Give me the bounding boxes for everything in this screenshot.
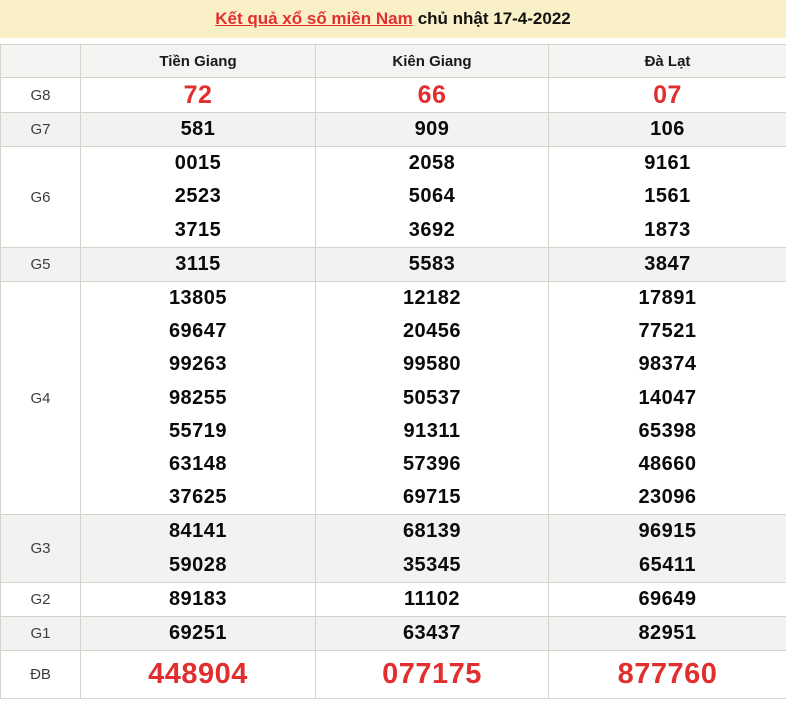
prize-number: 63437 — [402, 622, 462, 645]
prize-cell — [549, 515, 786, 582]
prize-label: G6 — [1, 147, 81, 248]
prize-number: 48660 — [638, 453, 697, 476]
prize-number: 35345 — [402, 553, 462, 576]
prize-number: 12182 — [402, 287, 462, 310]
prize-label: G7 — [1, 113, 81, 147]
prize-cell — [81, 282, 316, 515]
prize-number: 0015 — [174, 152, 222, 175]
prize-number: 3115 — [175, 252, 221, 275]
prize-cell — [549, 651, 786, 699]
prize-row — [1, 582, 786, 616]
prize-number: 14047 — [638, 386, 697, 409]
prize-number: 72 — [183, 81, 213, 109]
prize-number: 1561 — [644, 185, 691, 208]
header-row — [1, 45, 786, 78]
prize-number: 2523 — [174, 185, 222, 208]
prize-number: 57396 — [402, 453, 462, 476]
prize-row — [1, 651, 786, 699]
prize-number: 909 — [414, 118, 450, 140]
prize-number: 17891 — [638, 287, 697, 310]
prize-label: G1 — [1, 617, 81, 651]
prize-number: 69649 — [638, 587, 697, 610]
prize-number: 077175 — [382, 658, 482, 691]
prize-cell — [81, 78, 316, 113]
prize-cell — [549, 582, 786, 616]
prize-number: 69251 — [168, 622, 228, 645]
prize-number: 581 — [180, 118, 216, 140]
prize-number: 106 — [650, 118, 685, 140]
prize-number: 07 — [653, 81, 682, 109]
prize-cell — [316, 282, 549, 515]
prize-number: 9161 — [644, 152, 691, 175]
prize-number: 96915 — [638, 520, 697, 543]
prize-number: 89183 — [168, 587, 228, 610]
results-tbody — [1, 78, 786, 699]
province-header: Kiên Giang — [316, 45, 549, 78]
prize-cell — [81, 515, 316, 582]
prize-number: 91311 — [403, 419, 461, 442]
prize-number: 20456 — [402, 320, 462, 343]
prize-number: 69647 — [168, 320, 228, 343]
prize-number: 82951 — [638, 622, 697, 645]
prize-cell — [81, 247, 316, 281]
prize-row — [1, 113, 786, 147]
prize-cell — [81, 147, 316, 248]
prize-number: 84141 — [168, 520, 228, 543]
prize-number: 69715 — [402, 486, 462, 509]
prize-cell — [316, 147, 549, 248]
title-bar — [0, 0, 786, 38]
prize-label: G3 — [1, 515, 81, 582]
prize-number: 2058 — [408, 152, 456, 175]
prize-number: 11102 — [404, 587, 460, 610]
prize-number: 55719 — [168, 419, 228, 442]
prize-number: 37625 — [168, 486, 228, 509]
prize-cell — [81, 617, 316, 651]
prize-cell — [549, 247, 786, 281]
prize-cell — [316, 78, 549, 113]
prize-cell — [81, 582, 316, 616]
province-header: Tiền Giang — [81, 45, 316, 78]
prize-number: 59028 — [168, 553, 228, 576]
prize-number: 23096 — [638, 486, 697, 509]
prize-number: 877760 — [617, 658, 718, 691]
prize-cell — [316, 617, 549, 651]
prize-number: 98255 — [168, 386, 228, 409]
prize-label: G4 — [1, 282, 81, 515]
province-header: Đà Lạt — [549, 45, 786, 78]
prize-cell — [316, 113, 549, 147]
prize-row — [1, 282, 786, 515]
prize-number: 66 — [417, 81, 447, 109]
prize-number: 68139 — [402, 520, 462, 543]
prize-number: 3715 — [174, 218, 222, 241]
prize-label: ĐB — [1, 651, 81, 699]
prize-number: 99580 — [402, 353, 462, 376]
prize-row — [1, 147, 786, 248]
prize-number: 63148 — [168, 453, 228, 476]
prize-cell — [316, 582, 549, 616]
prize-number: 99263 — [168, 353, 228, 376]
prize-cell — [549, 147, 786, 248]
prize-row — [1, 515, 786, 582]
prize-number: 5064 — [408, 185, 456, 208]
prize-number: 13805 — [168, 287, 228, 310]
prize-label: G2 — [1, 582, 81, 616]
results-table-container — [0, 44, 786, 699]
prize-row — [1, 247, 786, 281]
prize-number: 448904 — [148, 658, 248, 691]
prize-number: 1873 — [644, 218, 691, 241]
prize-number: 98374 — [638, 353, 697, 376]
results-table — [0, 44, 786, 699]
prize-cell — [81, 651, 316, 699]
prize-number: 3692 — [408, 218, 456, 241]
prize-cell — [81, 113, 316, 147]
prize-cell — [316, 515, 549, 582]
prize-number: 3847 — [644, 252, 691, 275]
prize-cell — [316, 247, 549, 281]
prize-cell — [549, 617, 786, 651]
prize-number: 65398 — [638, 419, 697, 442]
prize-row — [1, 617, 786, 651]
prize-number: 77521 — [638, 320, 697, 343]
prize-cell — [316, 651, 549, 699]
prize-number: 65411 — [638, 553, 696, 576]
prize-number: 5583 — [408, 252, 456, 275]
prize-label: G5 — [1, 247, 81, 281]
prize-label: G8 — [1, 78, 81, 113]
title-date-text: chủ nhật 17-4-2022 — [417, 9, 571, 28]
prize-cell — [549, 113, 786, 147]
prize-cell — [549, 282, 786, 515]
prize-number: 50537 — [402, 386, 462, 409]
prize-cell — [549, 78, 786, 113]
result-title-link[interactable]: Kết quả xổ số miền Nam — [215, 9, 413, 28]
corner-cell — [1, 45, 81, 78]
prize-row — [1, 78, 786, 113]
